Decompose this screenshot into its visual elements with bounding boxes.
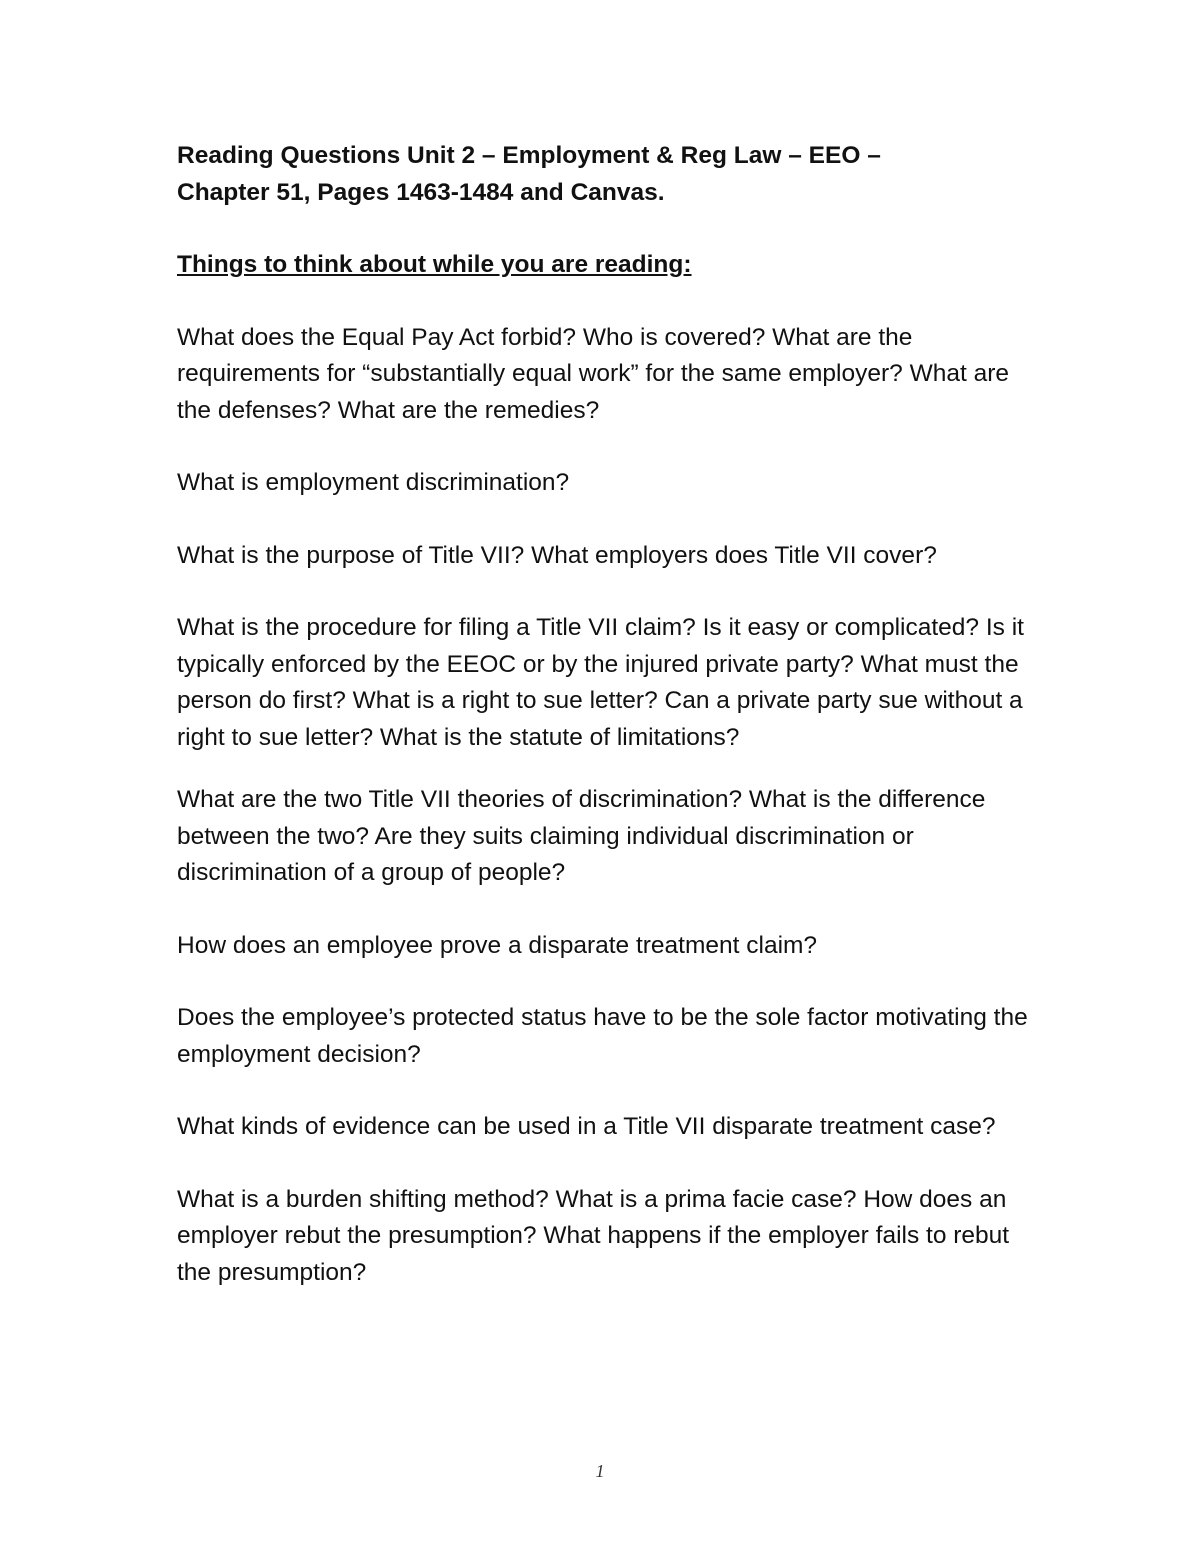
title-line-1: Reading Questions Unit 2 – Employment & Reg Law – EEO –: [177, 142, 881, 169]
question-disparate-treatment-proof: How does an employee prove a disparate treatment claim?: [177, 931, 818, 959]
page-number: 1: [595, 1461, 605, 1481]
question-equal-pay-act: What does the Equal Pay Act forbid? Who is covered? What are the requirements for “substantially equal work” for the same employer? What are the defenses? What are the remedies?: [177, 323, 1009, 424]
question-kinds-of-evidence: What kinds of evidence can be used in a Title VII disparate treatment case?: [177, 1113, 996, 1140]
question-sole-factor: Does the employee’s protected status have to be the sole factor motivating the employment decision?: [177, 1004, 1028, 1068]
question-title-vii-procedure: What is the procedure for filing a Title VII claim? Is it easy or complicated? Is it typically enforced by the EEOC or by the injured private party? What must the person do first? What is a right to sue letter? Can a private party sue without a right to sue letter? What is the statute of limitations?: [177, 614, 1024, 751]
title-line-2: Chapter 51, Pages 1463-1484 and Canvas.: [177, 178, 665, 206]
section-heading: Things to think about while you are reading:: [177, 251, 692, 278]
document-title: [177, 138, 1037, 211]
question-title-vii-purpose: What is the purpose of Title VII? What employers does Title VII cover?: [177, 541, 937, 569]
question-theories-of-discrimination: What are the two Title VII theories of discrimination? What is the difference between the two? Are they suits claiming individual discrimination or discrimination of a group of people?: [177, 786, 986, 886]
question-employment-discrimination: What is employment discrimination?: [177, 469, 570, 496]
question-burden-shifting: What is a burden shifting method? What is a prima facie case? How does an employer rebut the presumption? What happens if the employer fails to rebut the presumption?: [177, 1185, 1010, 1286]
document-body: [177, 138, 1037, 1291]
